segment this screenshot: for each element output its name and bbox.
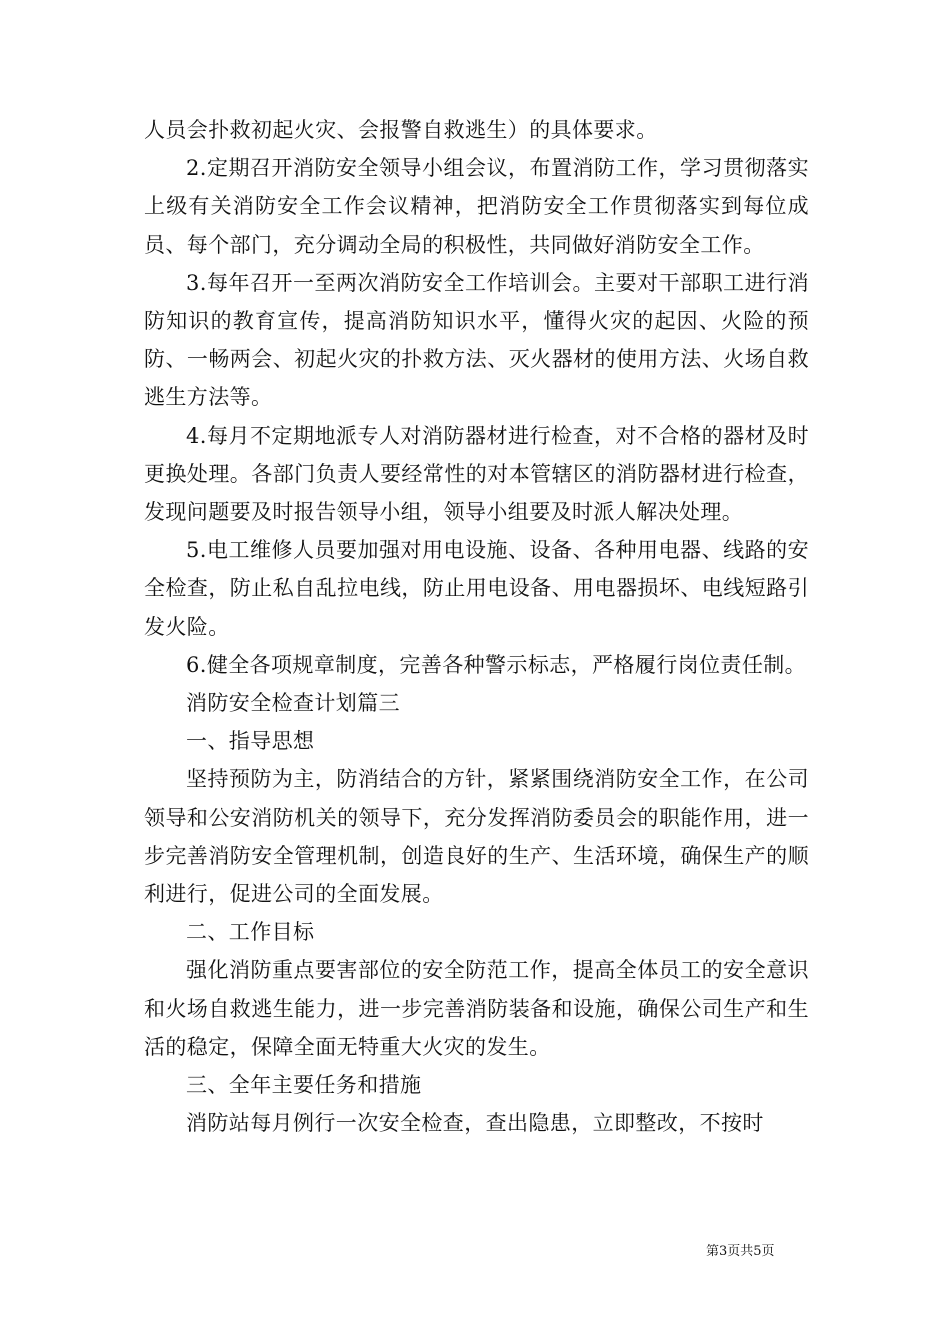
paragraph-guiding-ideology: 坚持预防为主，防消结合的方针，紧紧围绕消防安全工作，在公司领导和公安消防机关的领导下，充分发挥消防委员会的职能作用，进一步完善消防安全管理机制，创造良好的生产、生活环境，确保生产的顺利进行，促进公司的全面发展。: [144, 767, 809, 907]
paragraph-tasks-measures: 消防站每月例行一次安全检查，查出隐患，立即整改，不按时: [186, 1111, 764, 1136]
paragraph-item-2: 2.定期召开消防安全领导小组会议，布置消防工作，学习贯彻落实上级有关消防安全工作会议精神，把消防安全工作贯彻落实到每位成员、每个部门，充分调动全局的积极性，共同做好消防安全工作。: [144, 156, 809, 257]
heading-work-goals: 二、工作目标: [186, 920, 315, 945]
paragraph-item-4: 4.每月不定期地派专人对消防器材进行检查，对不合格的器材及时更换处理。各部门负责人要经常性的对本管辖区的消防器材进行检查，发现问题要及时报告领导小组，领导小组要及时派人解决处理。: [144, 423, 809, 525]
paragraph-item-6: 6.健全各项规章制度，完善各种警示标志，严格履行岗位责任制。: [186, 652, 807, 677]
page-number: 第3页共5页: [706, 1244, 775, 1259]
paragraph-item-5: 5.电工维修人员要加强对用电设施、设备、各种用电器、线路的安全检查，防止私自乱拉电线，防止用电设备、用电器损坏、电线短路引发火险。: [144, 538, 809, 639]
document-body: [144, 111, 809, 1142]
section-title: 消防安全检查计划篇三: [186, 691, 400, 716]
heading-tasks-measures: 三、全年主要任务和措施: [186, 1073, 422, 1098]
paragraph-work-goals: 强化消防重点要害部位的安全防范工作，提高全体员工的安全意识和火场自救逃生能力，进一步完善消防装备和设施，确保公司生产和生活的稳定，保障全面无特重大火灾的发生。: [144, 958, 809, 1059]
heading-guiding-ideology: 一、指导思想: [186, 729, 315, 754]
paragraph-continuation: 人员会扑救初起火灾、会报警自救逃生）的具体要求。: [144, 118, 658, 142]
paragraph-item-3: 3.每年召开一至两次消防安全工作培训会。主要对干部职工进行消防知识的教育宣传，提高消防知识水平，懂得火灾的起因、火险的预防、一畅两会、初起火灾的扑救方法、灭火器材的使用方法、火场自救逃生方法等。: [144, 270, 809, 410]
